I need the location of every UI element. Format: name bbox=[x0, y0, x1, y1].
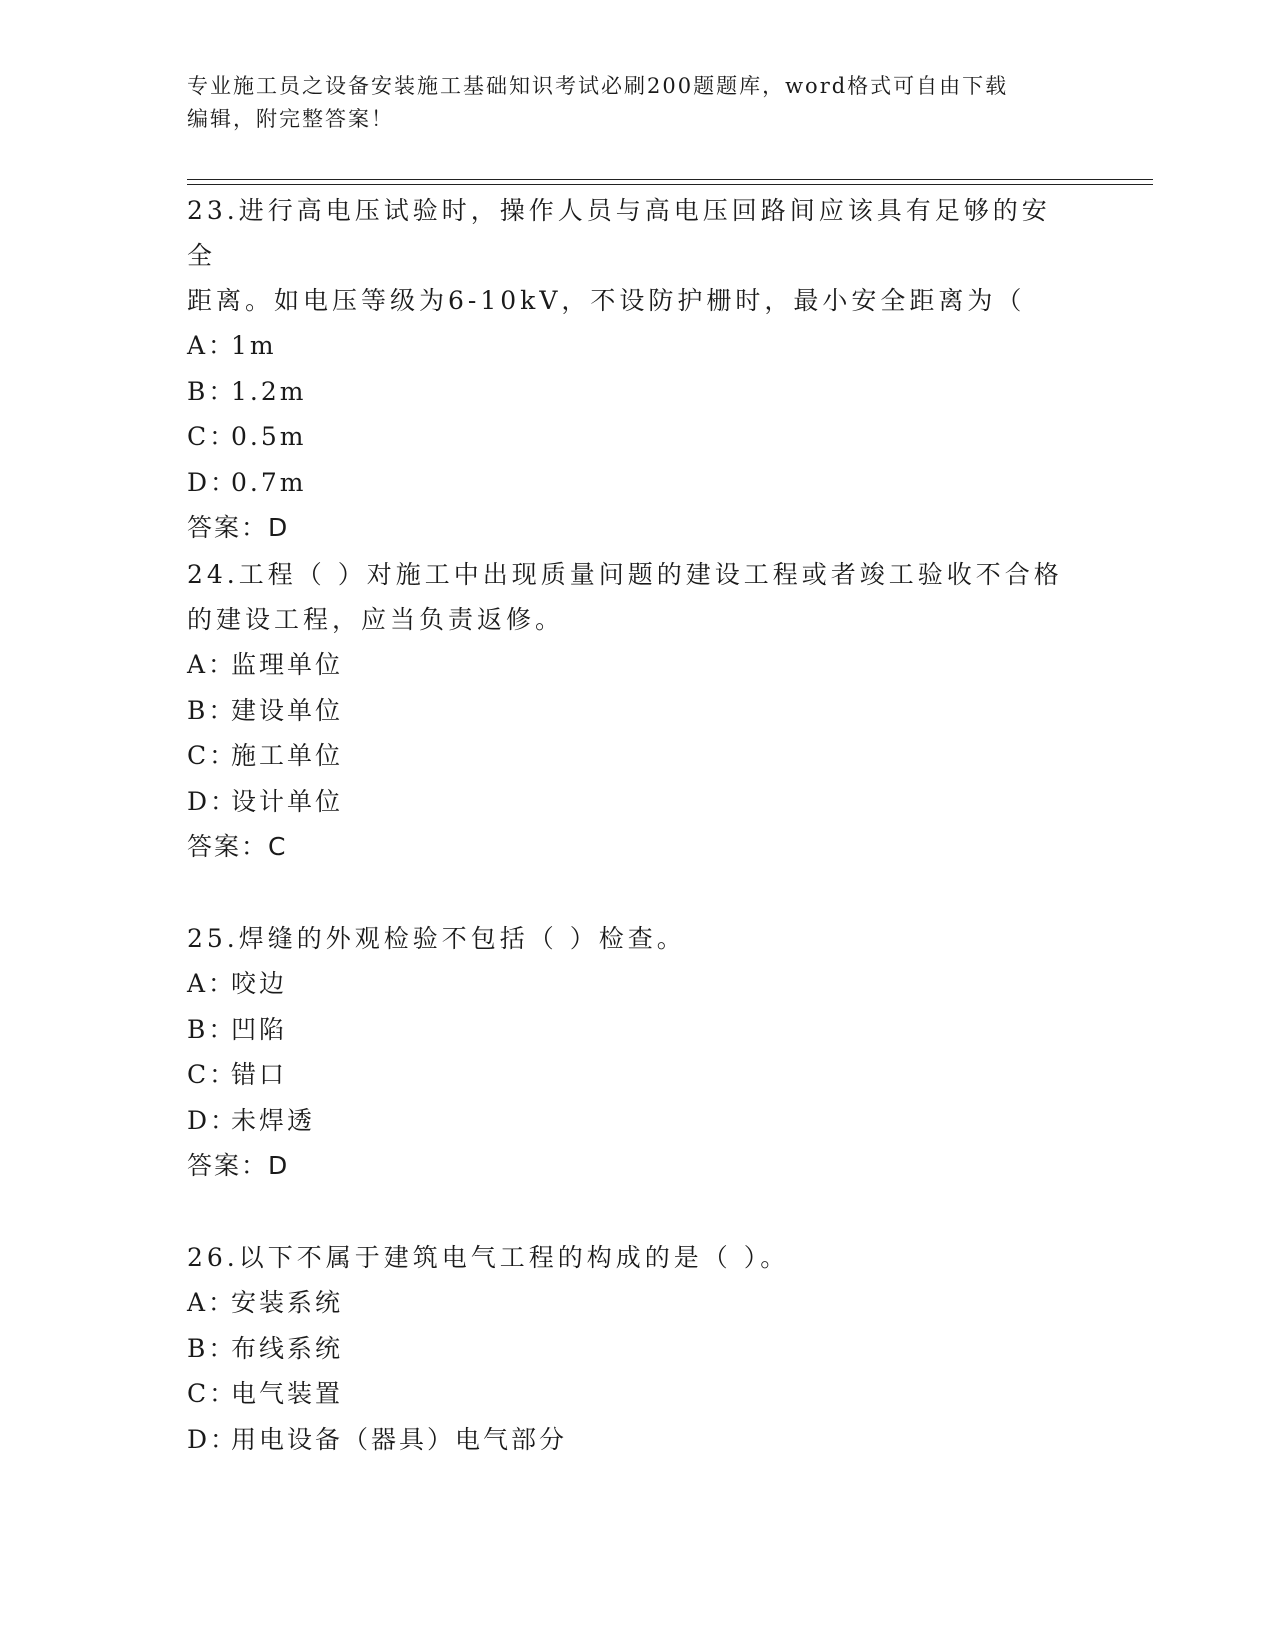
option-text: 0.5m bbox=[231, 422, 307, 451]
option-key: D： bbox=[187, 467, 239, 497]
answer-line: 答案：C bbox=[187, 832, 288, 861]
option-text: 咬边 bbox=[231, 969, 288, 998]
header-line-2: 编辑，附完整答案！ bbox=[187, 107, 394, 131]
option-key: A： bbox=[187, 650, 237, 679]
option-d bbox=[187, 1098, 1067, 1144]
option-d bbox=[187, 1417, 1067, 1463]
option-text: 布线系统 bbox=[231, 1333, 344, 1363]
option-text: 施工单位 bbox=[231, 741, 344, 770]
question-24 bbox=[187, 552, 1067, 869]
option-a bbox=[187, 642, 1067, 688]
option-key: C： bbox=[187, 1379, 238, 1408]
question-stem-line: 的建设工程，应当负责返修。 bbox=[187, 605, 565, 634]
question-26 bbox=[187, 1235, 1067, 1462]
option-text: 用电设备（器具）电气部分 bbox=[231, 1424, 568, 1454]
option-key: B： bbox=[187, 695, 237, 725]
answer-line: 答案：D bbox=[187, 1151, 290, 1180]
option-key: A： bbox=[187, 331, 237, 360]
option-key: C： bbox=[187, 422, 238, 451]
option-a bbox=[187, 1280, 1067, 1326]
answer-line: 答案：D bbox=[187, 513, 290, 542]
option-c bbox=[187, 1371, 1067, 1417]
question-stem-line: 24.工程（ ）对施工中出现质量问题的建设工程或者竣工验收不合格 bbox=[187, 560, 1063, 589]
option-d bbox=[187, 779, 1067, 825]
option-text: 电气装置 bbox=[231, 1379, 344, 1408]
option-c bbox=[187, 1052, 1067, 1098]
question-stem-line: 26.以下不属于建筑电气工程的构成的是（ ）。 bbox=[187, 1243, 790, 1272]
option-b bbox=[187, 1007, 1067, 1053]
option-text: 安装系统 bbox=[231, 1288, 344, 1317]
option-key: A： bbox=[187, 1288, 237, 1317]
question-stem-line: 25.焊缝的外观检验不包括（ ）检查。 bbox=[187, 924, 686, 953]
document-header bbox=[187, 70, 1067, 136]
question-25 bbox=[187, 916, 1067, 1188]
option-b bbox=[187, 369, 1067, 415]
option-key: A： bbox=[187, 969, 237, 998]
option-a bbox=[187, 323, 1067, 369]
option-key: B： bbox=[187, 1333, 237, 1363]
option-text: 1m bbox=[231, 331, 277, 360]
option-key: D： bbox=[187, 1424, 239, 1454]
option-text: 设计单位 bbox=[231, 786, 344, 816]
header-rule-bottom bbox=[187, 184, 1153, 185]
option-key: B： bbox=[187, 1014, 237, 1044]
option-c bbox=[187, 414, 1067, 460]
question-stem-line: 23.进行高电压试验时，操作人员与高电压回路间应该具有足够的安全 bbox=[187, 196, 1051, 270]
option-d bbox=[187, 460, 1067, 506]
option-text: 凹陷 bbox=[231, 1014, 288, 1044]
option-b bbox=[187, 688, 1067, 734]
option-a bbox=[187, 961, 1067, 1007]
header-rule-top bbox=[187, 179, 1153, 180]
option-b bbox=[187, 1326, 1067, 1372]
option-text: 未焊透 bbox=[231, 1105, 316, 1135]
option-text: 1.2m bbox=[231, 376, 307, 406]
option-key: B： bbox=[187, 376, 237, 406]
option-key: C： bbox=[187, 741, 238, 770]
option-c bbox=[187, 733, 1067, 779]
option-text: 0.7m bbox=[231, 467, 307, 497]
option-key: D： bbox=[187, 1105, 239, 1135]
option-key: C： bbox=[187, 1060, 238, 1089]
header-line-1: 专业施工员之设备安装施工基础知识考试必刷200题题库，word格式可自由下载 bbox=[187, 74, 1009, 98]
option-text: 错口 bbox=[231, 1060, 288, 1089]
option-key: D： bbox=[187, 786, 239, 816]
question-23 bbox=[187, 188, 1067, 550]
option-text: 建设单位 bbox=[231, 695, 344, 725]
option-text: 监理单位 bbox=[231, 650, 344, 679]
question-stem-line: 距离。如电压等级为6-10kV，不设防护栅时，最小安全距离为（ bbox=[187, 286, 1026, 315]
